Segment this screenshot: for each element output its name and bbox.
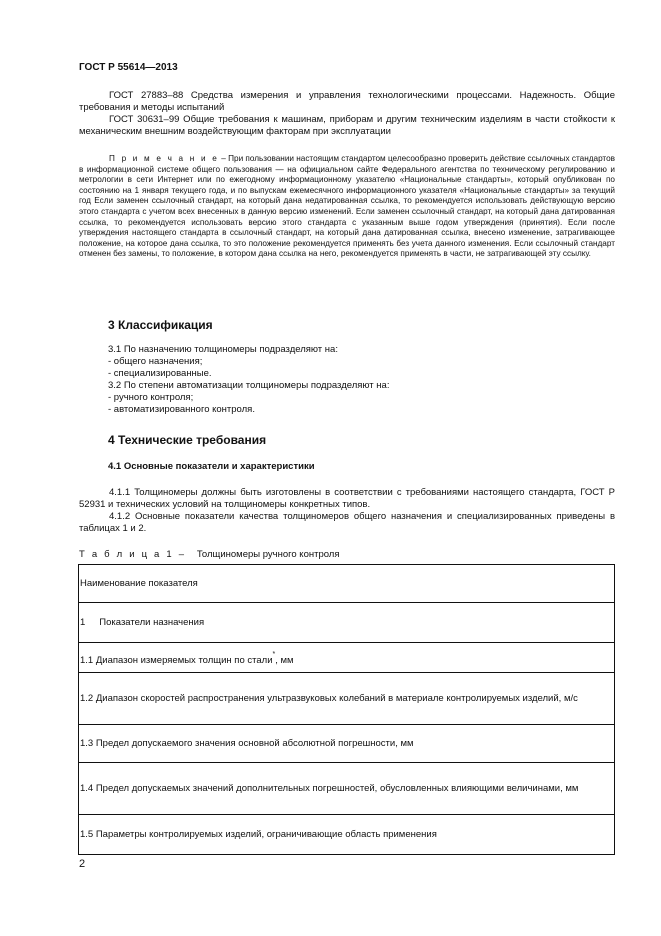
subsection-4-1-title: 4.1 Основные показатели и характеристики bbox=[108, 461, 315, 472]
table-row bbox=[79, 725, 615, 763]
note-block bbox=[79, 154, 615, 260]
table-row bbox=[79, 815, 615, 855]
note-text: – При пользовании настоящим стандартом целесообразно проверить действие ссылочных стандартов в информационной системе общего пользования — на официальном сайте Федерального агентства по техническому регулированию и метрологии в сети Интернет или по ежегодному информационному указателю «Национальные стандарты», который опубликован по состоянию на 1 января текущего года, и по выпускам ежемесячного информационного указателя «Национальные стандарты» за текущий год Если заменен ссылочный стандарт, на который дана недатированная ссылка, то рекомендуется использовать действующую версию этого стандарта с учетом всех внесенных в данную версию изменений. Если заменен ссылочный стандарт, на который дана датированная ссылка, то рекомендуется использовать версию этого стандарта с указанным выше годом утверждения (принятия). Если после утверждения настоящего стандарта в ссылочный стандарт, на который дана датированная ссылка, внесено изменение, затрагивающее положение, на которое дана ссылка, то это положение рекомендуется применять без учета данного изменения. Если ссылочный стандарт отменен без замены, то положение, в котором дана ссылка на него, рекомендуется применять в части, не затрагивающей эту ссылку. bbox=[79, 154, 615, 259]
reference-item: ГОСТ 30631–99 Общие требования к машинам, приборам и другим техническим изделиям в части стойкости к механическим внешним воздействующим факторам при эксплуатации bbox=[79, 114, 615, 137]
table-row bbox=[79, 763, 615, 815]
page-number: 2 bbox=[79, 858, 86, 870]
section-3-title: 3 Классификация bbox=[108, 318, 213, 332]
table-section-number: 1 bbox=[80, 616, 86, 628]
table-caption bbox=[79, 549, 340, 561]
section-4-paragraphs bbox=[79, 487, 615, 535]
reference-item: ГОСТ 27883–88 Средства измерения и управления технологическими процессами. Надежность. Общие требования и методы испытаний bbox=[79, 90, 615, 113]
table-cell-text: 1.1 Диапазон измеряемых толщин по стали bbox=[80, 654, 273, 666]
table-cell-text: 1.2 Диапазон скоростей распространения ультразвуковых колебаний в материале контролируемых изделий, м/с bbox=[79, 673, 615, 725]
table-cell-text: 1.5 Параметры контролируемых изделий, ограничивающие область применения bbox=[79, 815, 615, 855]
list-item: - автоматизированного контроля. bbox=[108, 404, 255, 415]
normative-references bbox=[79, 90, 615, 138]
list-item: 3.2 По степени автоматизации толщиномеры подразделяют на: bbox=[108, 380, 390, 391]
table-section-title: Показатели назначения bbox=[99, 616, 205, 628]
table-header-cell: Наименование показателя bbox=[79, 565, 615, 603]
list-item: 3.1 По назначению толщиномеры подразделяют на: bbox=[108, 344, 338, 355]
paragraph: 4.1.1 Толщиномеры должны быть изготовлены в соответствии с требованиями настоящего стандарта, ГОСТ Р 52931 и технических условий на толщиномеры конкретных типов. bbox=[79, 487, 615, 510]
table-cell-text: 1.4 Предел допускаемых значений дополнительных погрешностей, обусловленных влияющими величинами, мм bbox=[79, 763, 615, 815]
paragraph: 4.1.2 Основные показатели качества толщиномеров общего назначения и специализированных приведены в таблицах 1 и 2. bbox=[79, 511, 615, 534]
document-code: ГОСТ Р 55614—2013 bbox=[79, 62, 178, 73]
table-row bbox=[79, 643, 615, 673]
section-4-title: 4 Технические требования bbox=[108, 433, 267, 447]
table-row bbox=[79, 673, 615, 725]
section-3-list bbox=[108, 344, 608, 416]
table-cell-unit: , мм bbox=[275, 654, 294, 666]
note-lead: П р и м е ч а н и е bbox=[109, 154, 220, 163]
table-section-row bbox=[79, 603, 615, 643]
table-cell-text: 1.3 Предел допускаемого значения основной абсолютной погрешности, мм bbox=[79, 725, 615, 763]
parameters-table bbox=[78, 564, 615, 855]
table-caption-lead: Т а б л и ц а 1 – bbox=[79, 549, 187, 560]
table-header-row bbox=[79, 565, 615, 603]
table-caption-title: Толщиномеры ручного контроля bbox=[196, 549, 340, 560]
list-item: - ручного контроля; bbox=[108, 392, 194, 403]
footnote-mark: * bbox=[272, 650, 276, 658]
list-item: - общего назначения; bbox=[108, 356, 203, 367]
list-item: - специализированные. bbox=[108, 368, 212, 379]
